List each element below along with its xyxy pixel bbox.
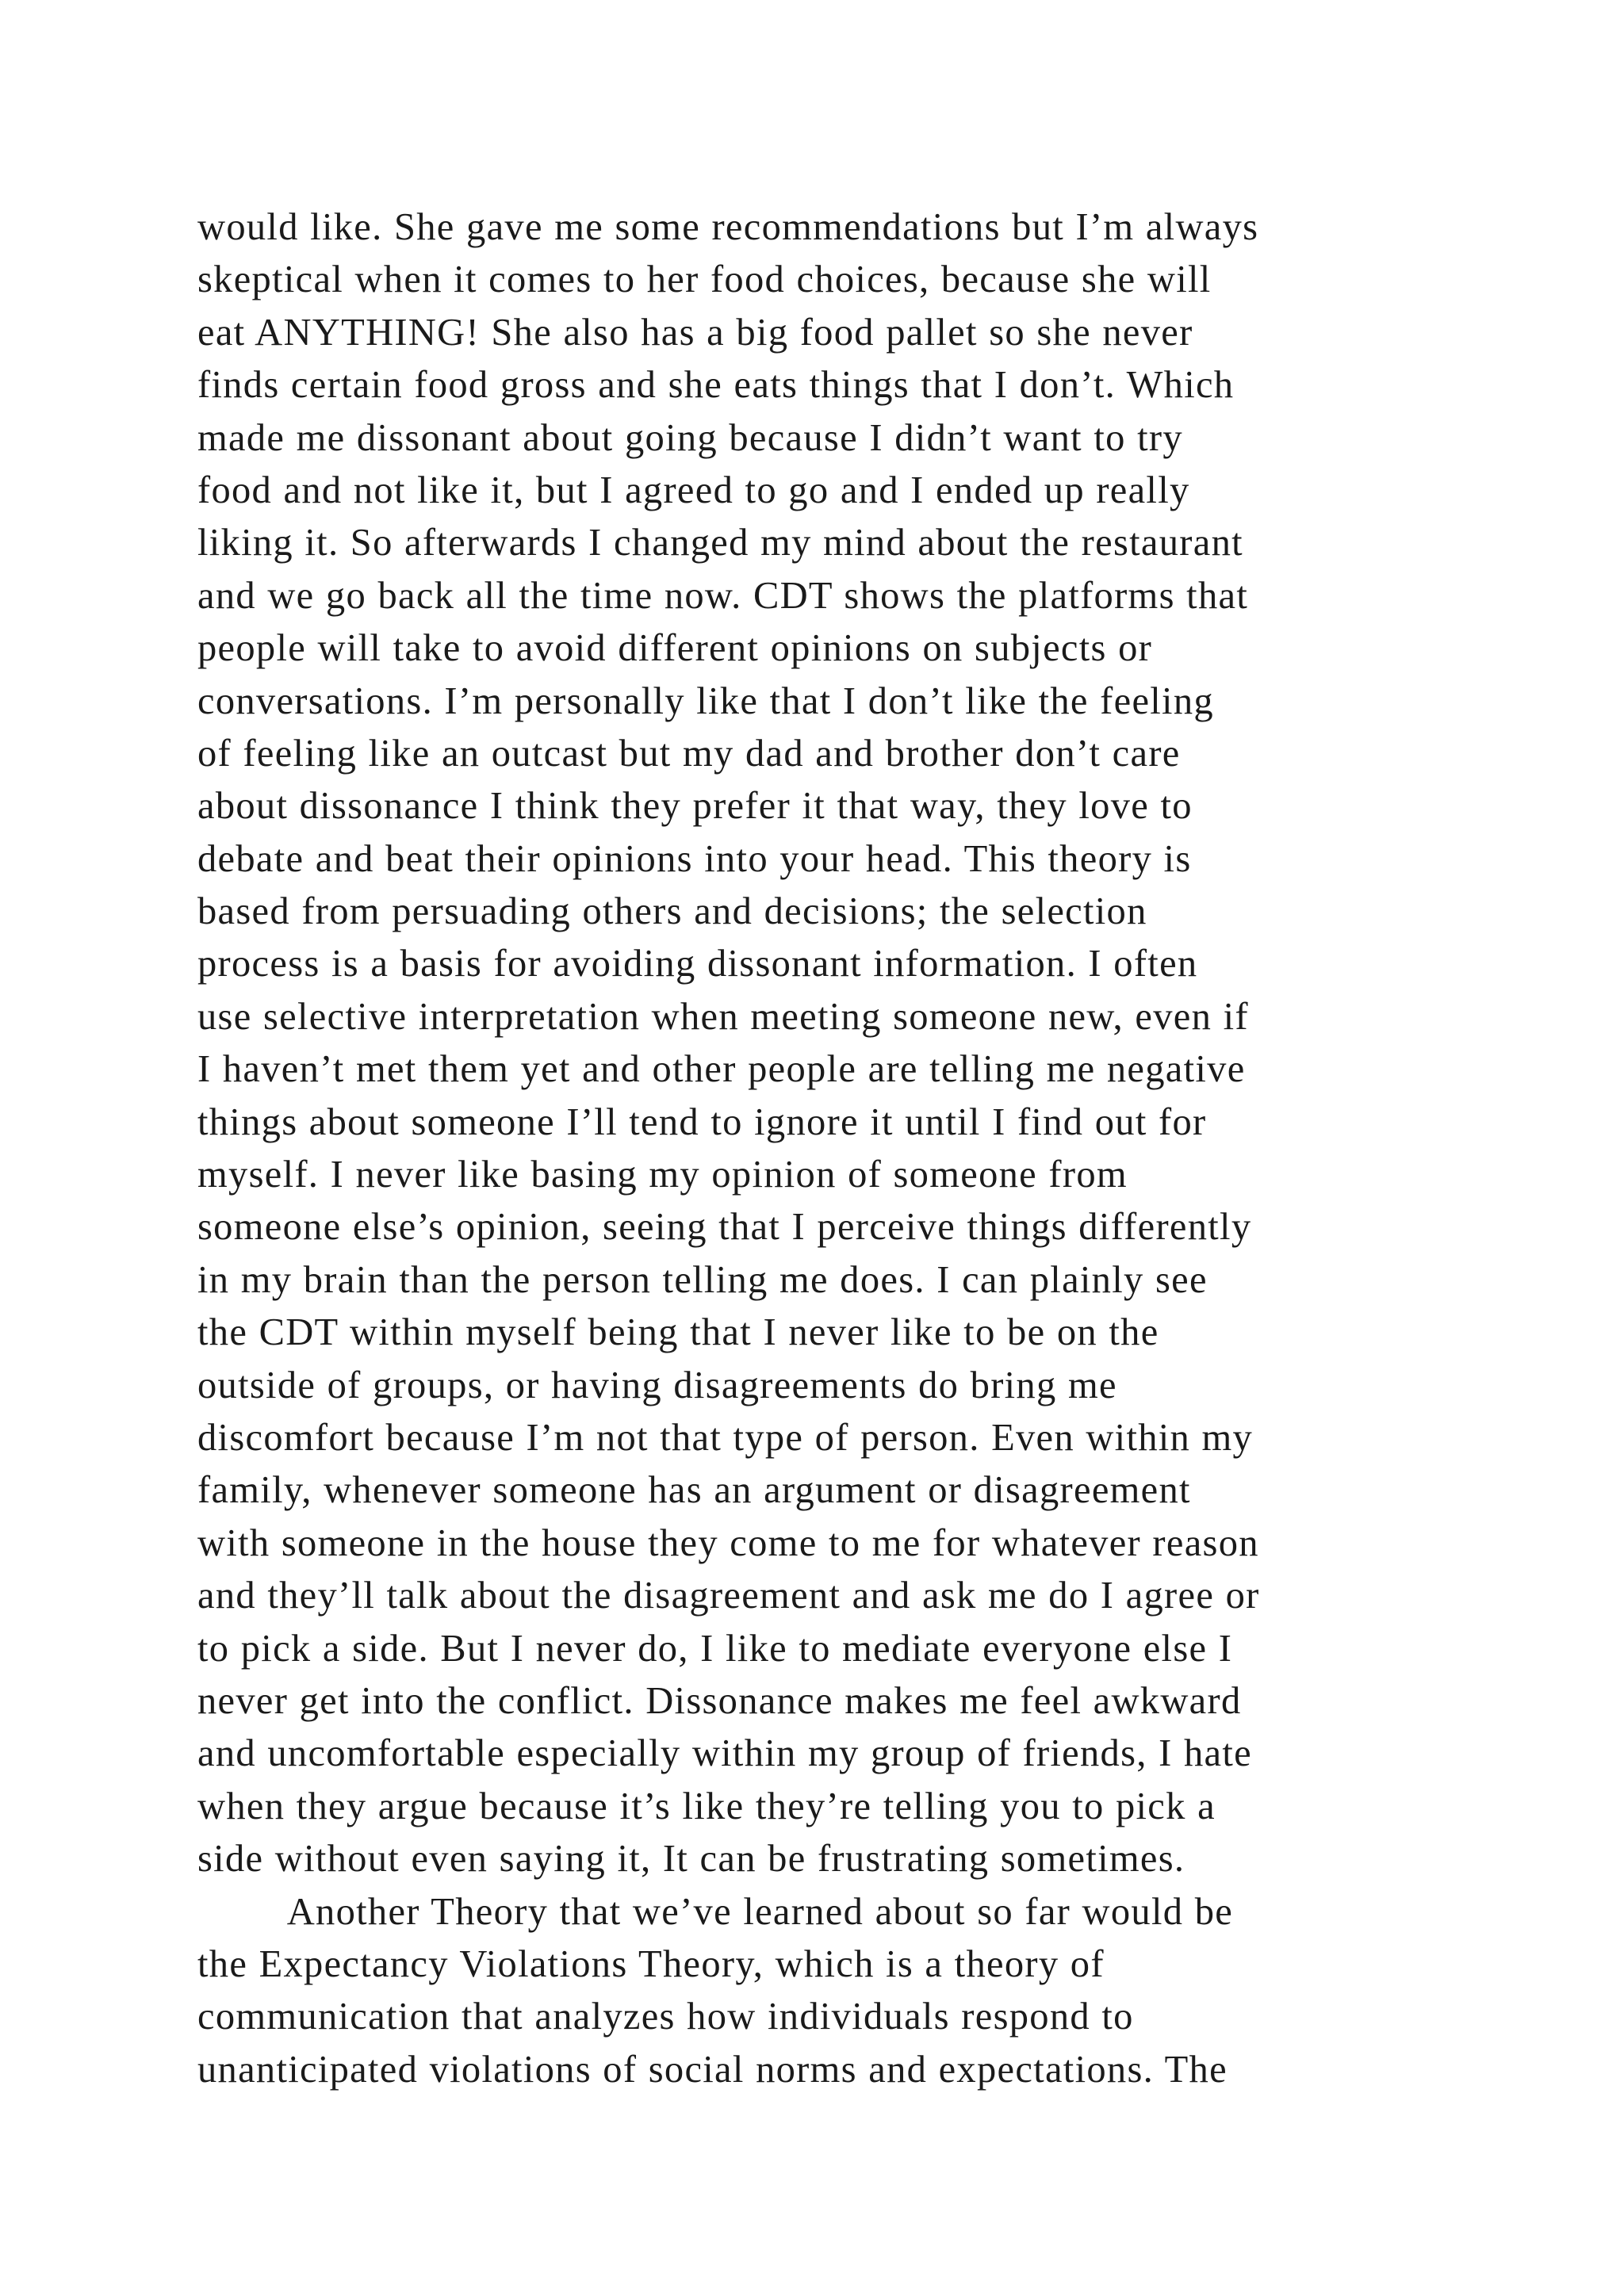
text-line: family, whenever someone has an argument or disagreement — [197, 1469, 1191, 1512]
text-line: finds certain food gross and she eats things that I don’t. Which — [197, 364, 1235, 407]
text-line: communication that analyzes how individuals respond to — [197, 1996, 1134, 2038]
text-line: use selective interpretation when meeting someone new, even if — [197, 995, 1249, 1038]
text-line: would like. She gave me some recommendations but I’m always — [197, 206, 1259, 248]
text-line: with someone in the house they come to me for whatever reason — [197, 1521, 1259, 1564]
text-line: the CDT within myself being that I never like to be on the — [197, 1311, 1159, 1354]
text-line: never get into the conflict. Dissonance makes me feel awkward — [197, 1679, 1242, 1722]
text-line: of feeling like an outcast but my dad and brother don’t care — [197, 732, 1181, 775]
text-line: skeptical when it comes to her food choices, because she will — [197, 258, 1212, 301]
text-line: when they argue because it’s like they’re telling you to pick a — [197, 1785, 1216, 1827]
text-line: and we go back all the time now. CDT shows the platforms that — [197, 574, 1249, 617]
text-line: unanticipated violations of social norms and expectations. The — [197, 2048, 1228, 2091]
paragraph-start-line: Another Theory that we’ve learned about so far would be — [197, 1890, 1234, 1933]
text-line: to pick a side. But I never do, I like to mediate everyone else I — [197, 1627, 1233, 1670]
text-line: and they’ll talk about the disagreement and ask me do I agree or — [197, 1575, 1260, 1617]
text-line: I haven’t met them yet and other people are telling me negative — [197, 1048, 1246, 1091]
text-line: discomfort because I’m not that type of person. Even within my — [197, 1416, 1254, 1459]
text-line: someone else’s opinion, seeing that I perceive things differently — [197, 1206, 1252, 1249]
text-line: in my brain than the person telling me does. I can plainly see — [197, 1258, 1208, 1301]
text-line: things about someone I’ll tend to ignore it until I find out for — [197, 1100, 1207, 1143]
text-line: debate and beat their opinions into your head. This theory is — [197, 837, 1192, 880]
text-line: eat ANYTHING! She also has a big food pallet so she never — [197, 311, 1193, 354]
text-line: people will take to avoid different opinions on subjects or — [197, 627, 1153, 670]
body-text — [197, 201, 1434, 2096]
text-line: made me dissonant about going because I didn’t want to try — [197, 416, 1183, 459]
text-line: conversations. I’m personally like that I don’t like the feeling — [197, 679, 1214, 722]
text-line: myself. I never like basing my opinion of someone from — [197, 1154, 1128, 1196]
text-line: outside of groups, or having disagreements do bring me — [197, 1364, 1117, 1406]
text-line: the Expectancy Violations Theory, which is a theory of — [197, 1942, 1105, 1985]
text-line: liking it. So afterwards I changed my mind about the restaurant — [197, 522, 1243, 564]
text-line: about dissonance I think they prefer it that way, they love to — [197, 785, 1193, 828]
text-line: and uncomfortable especially within my group of friends, I hate — [197, 1732, 1252, 1775]
text-line: food and not like it, but I agreed to go and I ended up really — [197, 469, 1190, 511]
text-line: process is a basis for avoiding dissonant information. I often — [197, 943, 1198, 985]
text-line: side without even saying it, It can be frustrating sometimes. — [197, 1838, 1185, 1881]
text-line: based from persuading others and decisions; the selection — [197, 890, 1147, 933]
